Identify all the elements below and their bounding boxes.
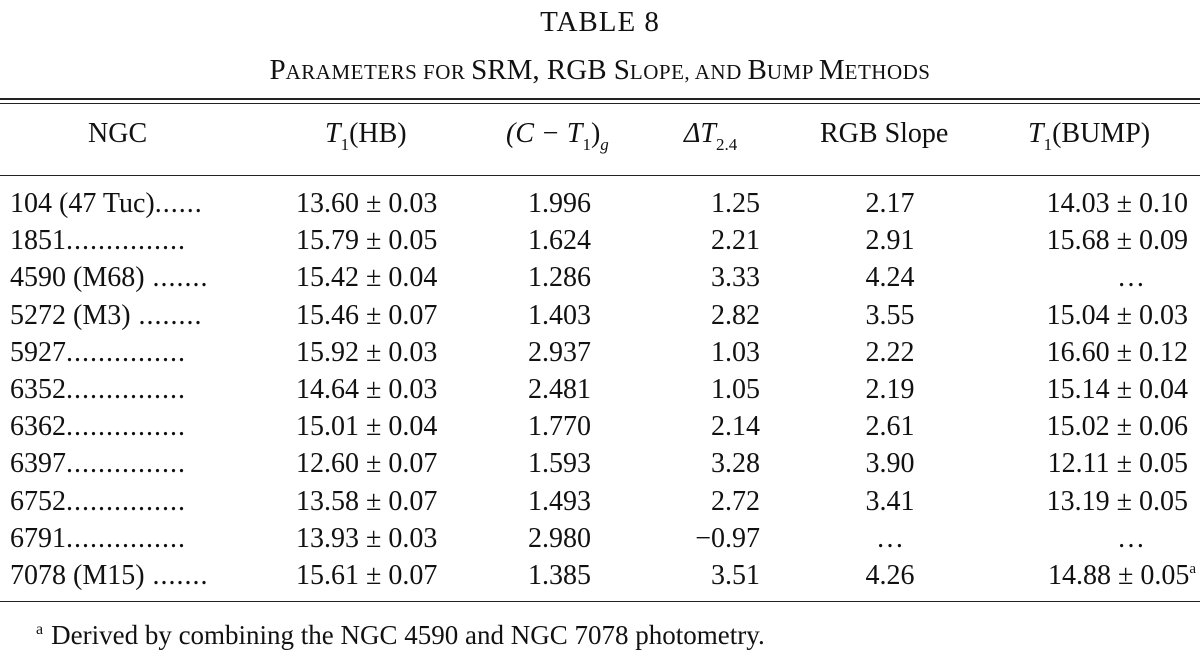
title-part: UMP xyxy=(766,60,819,84)
title-part: P xyxy=(269,54,286,86)
header-t1hb-sub: 1 xyxy=(340,135,350,154)
bottom-rule xyxy=(0,601,1200,602)
color-cell: 2.937 xyxy=(528,336,591,368)
delta-t-cell: 2.21 xyxy=(711,225,760,257)
dot-leader: ............... xyxy=(66,336,186,368)
bump-cell xyxy=(1047,334,1188,376)
header-color-sub2: g xyxy=(600,135,609,154)
ngc-name: 4590 (M68) xyxy=(10,262,145,294)
dot-leader: ............... xyxy=(66,448,186,480)
header-color-sub: 1 xyxy=(582,135,591,154)
bump-value: 14.03 ± 0.10 xyxy=(1046,188,1188,219)
delta-t-cell: 3.51 xyxy=(711,559,760,591)
table-row xyxy=(0,520,1200,557)
delta-t-cell: 1.25 xyxy=(711,188,760,219)
t1hb-cell: 15.46 ± 0.07 xyxy=(296,299,438,331)
ngc-name: 6752 xyxy=(10,485,66,517)
ngc-cell xyxy=(10,483,240,520)
ngc-name: 7078 (M15) xyxy=(10,559,145,591)
header-t1hb xyxy=(325,118,407,154)
table-row xyxy=(0,371,1200,408)
header-delta-t-symbol: ΔT xyxy=(684,118,717,149)
table-row xyxy=(0,445,1200,482)
delta-t-cell: 2.82 xyxy=(711,299,760,331)
t1hb-cell: 13.93 ± 0.03 xyxy=(296,522,438,554)
bump-cell xyxy=(1047,408,1188,450)
bump-note: a xyxy=(1189,560,1196,577)
ngc-name: 104 (47 Tuc) xyxy=(10,188,155,219)
bump-cell xyxy=(1048,557,1196,599)
slope-cell: 3.41 xyxy=(865,485,915,517)
table-row xyxy=(0,297,1200,334)
header-t1hb-symbol: T xyxy=(325,118,341,149)
ngc-cell xyxy=(10,557,240,594)
bump-cell xyxy=(1047,297,1188,339)
table-number: TABLE 8 xyxy=(540,6,660,38)
ngc-cell xyxy=(10,371,240,408)
footnote-text: Derived by combining the NGC 4590 and NGC 7078 photometry. xyxy=(51,620,765,650)
t1hb-cell: 15.61 ± 0.07 xyxy=(296,559,438,591)
table-row xyxy=(0,222,1200,259)
header-t1bump-symbol: T xyxy=(1028,118,1044,149)
bump-value: 16.60 ± 0.12 xyxy=(1046,336,1188,368)
slope-cell: 4.26 xyxy=(865,559,915,591)
color-cell: 1.493 xyxy=(528,485,591,517)
bump-cell xyxy=(1047,371,1188,413)
table-row xyxy=(0,408,1200,445)
delta-t-cell: 1.05 xyxy=(711,373,760,405)
table-row xyxy=(0,259,1200,296)
header-t1bump xyxy=(1028,118,1151,154)
ngc-cell xyxy=(10,334,240,371)
bump-value: 14.88 ± 0.05 xyxy=(1047,559,1190,591)
slope-cell: 2.22 xyxy=(865,336,915,368)
bump-cell xyxy=(1047,185,1188,227)
table-row xyxy=(0,185,1200,222)
ngc-name: 6352 xyxy=(10,373,66,405)
color-cell: 1.770 xyxy=(528,411,591,443)
table-row xyxy=(0,557,1200,594)
header-ngc: NGC xyxy=(88,118,148,149)
bump-value: 12.11 ± 0.05 xyxy=(1047,448,1188,480)
title-part: B xyxy=(747,54,767,86)
bump-value: … xyxy=(1117,522,1145,554)
dot-leader: ....... xyxy=(144,559,209,591)
slope-cell: 2.91 xyxy=(865,225,915,257)
bump-cell xyxy=(1117,520,1145,562)
color-cell: 1.996 xyxy=(528,188,591,219)
color-cell: 1.286 xyxy=(528,262,591,294)
footnote-mark: a xyxy=(36,621,44,638)
title-part: M xyxy=(818,54,845,86)
ngc-name: 6397 xyxy=(10,448,66,480)
dot-leader: ...... xyxy=(154,188,203,219)
bump-value: 15.04 ± 0.03 xyxy=(1046,299,1188,331)
bump-value: … xyxy=(1117,262,1145,294)
title-part: ETHODS xyxy=(844,60,931,84)
top-rule-thin xyxy=(0,103,1200,104)
ngc-cell xyxy=(10,185,240,222)
ngc-name: 5272 (M3) xyxy=(10,299,131,331)
bump-cell xyxy=(1047,483,1188,525)
t1hb-cell: 15.92 ± 0.03 xyxy=(296,336,438,368)
title-part: LOPE, AND xyxy=(629,60,748,84)
dot-leader: ............... xyxy=(66,485,186,517)
dot-leader: ....... xyxy=(144,262,209,294)
bump-value: 13.19 ± 0.05 xyxy=(1046,485,1188,517)
header-t1bump-sub: 1 xyxy=(1043,135,1053,154)
ngc-name: 6791 xyxy=(10,522,66,554)
bump-value: 15.02 ± 0.06 xyxy=(1046,411,1188,443)
slope-cell: 4.24 xyxy=(865,262,915,294)
column-headers xyxy=(0,118,1200,164)
t1hb-cell: 13.58 ± 0.07 xyxy=(296,485,438,517)
delta-t-cell: 1.03 xyxy=(711,336,760,368)
delta-t-cell: 2.72 xyxy=(711,485,760,517)
slope-cell: … xyxy=(876,522,904,554)
slope-cell: 2.19 xyxy=(865,373,915,405)
t1hb-cell: 13.60 ± 0.03 xyxy=(296,188,438,219)
t1hb-cell: 14.64 ± 0.03 xyxy=(296,373,438,405)
top-rule xyxy=(0,98,1200,100)
dot-leader: ............... xyxy=(66,225,186,257)
ngc-cell xyxy=(10,520,240,557)
slope-cell: 2.17 xyxy=(865,188,915,219)
table-row xyxy=(0,483,1200,520)
t1hb-cell: 15.01 ± 0.04 xyxy=(296,411,438,443)
delta-t-cell: 2.14 xyxy=(711,411,760,443)
table-title xyxy=(0,54,1200,87)
header-rule xyxy=(0,175,1200,176)
color-cell: 1.385 xyxy=(528,559,591,591)
delta-t-cell: 3.33 xyxy=(711,262,760,294)
slope-cell: 2.61 xyxy=(865,411,915,443)
t1hb-cell: 12.60 ± 0.07 xyxy=(296,448,438,480)
ngc-cell xyxy=(10,408,240,445)
bump-value: 15.14 ± 0.04 xyxy=(1046,373,1188,405)
ngc-name: 5927 xyxy=(10,336,66,368)
bump-value: 15.68 ± 0.09 xyxy=(1046,225,1188,257)
ngc-cell xyxy=(10,222,240,259)
title-part: SRM, RGB S xyxy=(471,54,630,86)
dot-leader: ............... xyxy=(66,522,186,554)
header-rgb-slope: RGB Slope xyxy=(820,118,949,149)
table-row xyxy=(0,334,1200,371)
slope-cell: 3.55 xyxy=(865,299,915,331)
header-color xyxy=(506,118,609,154)
table-body xyxy=(0,185,1200,594)
t1hb-cell: 15.79 ± 0.05 xyxy=(296,225,438,257)
t1hb-cell: 15.42 ± 0.04 xyxy=(296,262,438,294)
header-color-close: ) xyxy=(590,118,601,149)
ngc-name: 6362 xyxy=(10,411,66,443)
dot-leader: ............... xyxy=(66,373,186,405)
ngc-cell xyxy=(10,297,240,334)
dot-leader: ............... xyxy=(66,411,186,443)
color-cell: 1.624 xyxy=(528,225,591,257)
header-t1hb-paren: (HB) xyxy=(349,118,407,149)
header-t1bump-paren: (BUMP) xyxy=(1052,118,1151,149)
header-delta-t xyxy=(684,118,738,154)
slope-cell: 3.90 xyxy=(865,448,915,480)
header-color-open: (C − T xyxy=(506,118,583,149)
bump-cell xyxy=(1048,445,1188,487)
header-delta-t-sub: 2.4 xyxy=(716,135,738,154)
ngc-name: 1851 xyxy=(10,225,66,257)
table-footnote xyxy=(36,620,765,651)
bump-cell xyxy=(1117,259,1145,301)
color-cell: 1.593 xyxy=(528,448,591,480)
color-cell: 2.980 xyxy=(528,522,591,554)
delta-t-cell: 3.28 xyxy=(711,448,760,480)
color-cell: 2.481 xyxy=(528,373,591,405)
dot-leader: ........ xyxy=(130,299,203,331)
delta-t-cell: −0.97 xyxy=(695,522,760,554)
ngc-cell xyxy=(10,259,240,296)
color-cell: 1.403 xyxy=(528,299,591,331)
title-part: ARAMETERS FOR xyxy=(285,60,472,84)
bump-cell xyxy=(1047,222,1188,264)
ngc-cell xyxy=(10,445,240,482)
